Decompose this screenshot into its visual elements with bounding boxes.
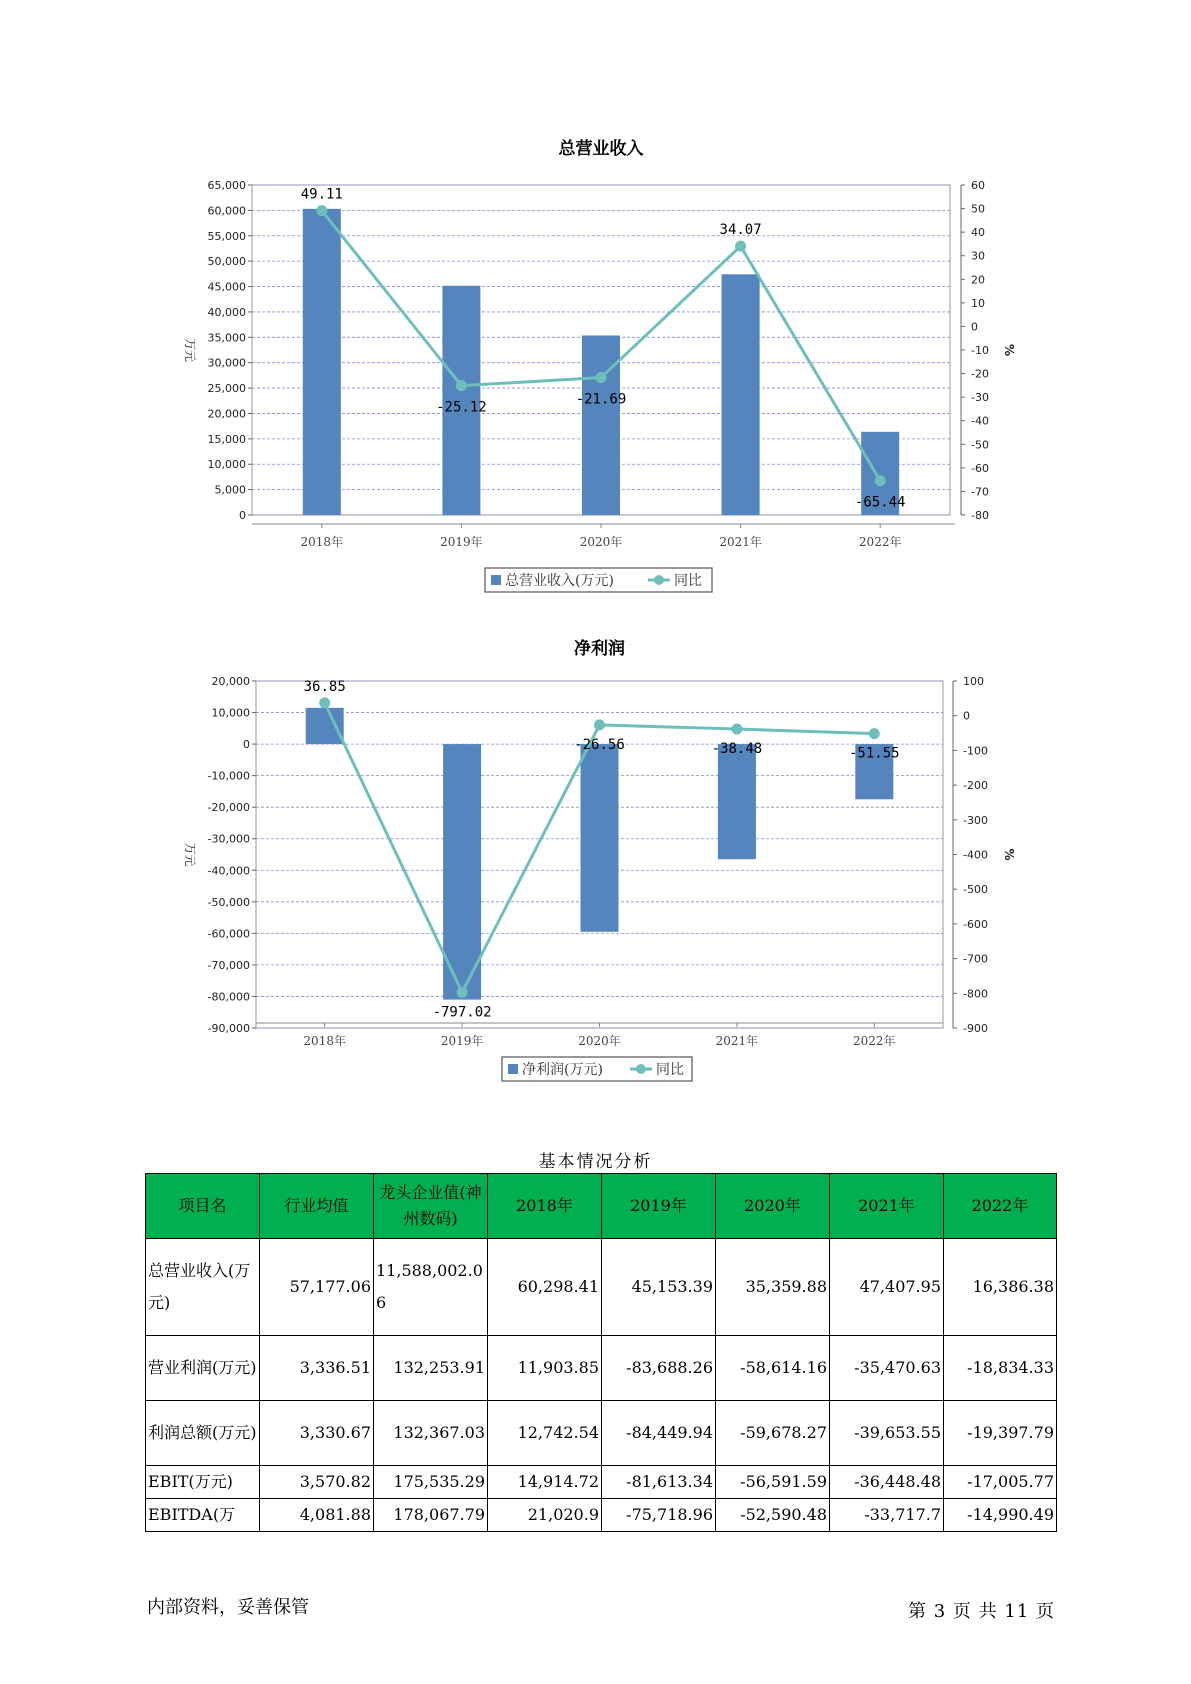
table-cell: 3,336.51 <box>260 1336 374 1401</box>
x-tick-label: 2022年 <box>853 1034 896 1048</box>
table-cell: -84,449.94 <box>602 1401 716 1466</box>
header-cell: 2019年 <box>602 1174 716 1239</box>
y-tick-label: 25,000 <box>207 382 246 396</box>
chart-legend <box>485 568 712 592</box>
x-tick-label: 2022年 <box>858 535 902 549</box>
y-tick-label: 60,000 <box>207 204 246 218</box>
table-cell: 14,914.72 <box>488 1466 602 1499</box>
y2-tick-label: -200 <box>963 779 988 793</box>
data-label: -38.48 <box>711 741 763 758</box>
header-cell: 2022年 <box>944 1174 1057 1239</box>
y2-tick-label: -400 <box>963 848 988 862</box>
y2-tick-label: 50 <box>971 202 985 216</box>
table-cell: -58,614.16 <box>716 1336 830 1401</box>
table-cell: -59,678.27 <box>716 1401 830 1466</box>
y-tick-label: -70,000 <box>207 958 250 972</box>
table-cell: 16,386.38 <box>944 1239 1057 1336</box>
table-cell: -75,718.96 <box>602 1499 716 1532</box>
x-tick-label: 2019年 <box>440 535 483 549</box>
table-cell: -17,005.77 <box>944 1466 1057 1499</box>
row-label: EBIT(万元) <box>146 1466 260 1499</box>
y2-tick-label: -70 <box>971 485 989 499</box>
revenue-chart-svg <box>0 130 1191 600</box>
table-cell: -14,990.49 <box>944 1499 1057 1532</box>
yoy-point <box>596 372 607 383</box>
data-label: -65.44 <box>854 494 906 511</box>
table-cell: 11,903.85 <box>488 1336 602 1401</box>
footer-confidential-note: 内部资料，妥善保管 <box>147 1597 309 1618</box>
table-row <box>146 1499 1057 1532</box>
y-tick-label: 20,000 <box>211 675 250 688</box>
y2-tick-label: -500 <box>963 883 988 897</box>
x-tick-label: 2020年 <box>578 1034 621 1048</box>
table-cell: -18,834.33 <box>944 1336 1057 1401</box>
data-label: -25.12 <box>436 399 487 416</box>
x-tick-label: 2020年 <box>579 535 623 549</box>
bar <box>303 209 341 515</box>
x-tick-label: 2018年 <box>300 535 344 549</box>
footer-page-number: 第 3 页 共 11 页 <box>908 1601 1055 1622</box>
y-tick-label: 40,000 <box>207 305 246 319</box>
header-cell: 2021年 <box>830 1174 944 1239</box>
y-axis-label: 万元 <box>183 337 197 363</box>
chart-title: 净利润 <box>574 639 625 659</box>
table-cell: -35,470.63 <box>830 1336 944 1401</box>
y-tick-label: 10,000 <box>207 458 246 472</box>
y2-tick-label: -900 <box>963 1022 988 1035</box>
bar <box>722 274 760 515</box>
data-label: 34.07 <box>719 222 762 239</box>
table-header-row <box>146 1174 1057 1239</box>
header-cell: 龙头企业值(神州数码) <box>374 1174 488 1239</box>
y2-tick-label: -80 <box>971 509 989 522</box>
y-tick-label: 15,000 <box>207 432 246 446</box>
row-label: 总营业收入(万元) <box>146 1239 260 1336</box>
y2-tick-label: 10 <box>971 296 985 310</box>
y2-tick-label: -300 <box>963 813 988 827</box>
row-label: EBITDA(万 <box>146 1499 260 1532</box>
table-title: 基本情况分析 <box>538 1152 653 1172</box>
header-cell: 2020年 <box>716 1174 830 1239</box>
row-label: 营业利润(万元) <box>146 1336 260 1401</box>
y2-tick-label: 20 <box>971 273 985 287</box>
y-tick-label: 55,000 <box>207 229 246 243</box>
x-tick-label: 2019年 <box>440 1034 484 1048</box>
data-label: 36.85 <box>303 678 346 695</box>
y-tick-label: -10,000 <box>207 769 250 783</box>
y-tick-label: 50,000 <box>207 255 246 269</box>
legend-line-label: 同比 <box>674 573 702 589</box>
y2-tick-label: -100 <box>963 744 988 758</box>
table-cell: 132,367.03 <box>374 1401 488 1466</box>
y2-tick-label: -800 <box>963 987 988 1001</box>
y-tick-label: 0 <box>243 738 250 752</box>
yoy-point <box>316 205 327 216</box>
legend-line-marker <box>636 1064 646 1074</box>
y2-tick-label: 100 <box>963 675 984 688</box>
y2-axis-label: % <box>1002 343 1016 357</box>
chart-legend <box>502 1057 692 1081</box>
table-cell: 35,359.88 <box>716 1239 830 1336</box>
x-tick-label: 2018年 <box>303 1034 346 1048</box>
y-tick-label: -80,000 <box>207 990 250 1004</box>
yoy-point <box>456 380 467 391</box>
y-tick-label: -60,000 <box>207 927 250 941</box>
y-tick-label: -50,000 <box>207 895 250 909</box>
table-cell: 3,330.67 <box>260 1401 374 1466</box>
y-tick-label: 10,000 <box>211 706 250 720</box>
legend-line-label: 同比 <box>656 1062 684 1078</box>
yoy-point <box>457 987 468 998</box>
row-label: 利润总额(万元) <box>146 1401 260 1466</box>
y-tick-label: -30,000 <box>207 832 250 846</box>
table-cell: -36,448.48 <box>830 1466 944 1499</box>
table-cell: -81,613.34 <box>602 1466 716 1499</box>
y2-tick-label: -40 <box>971 414 989 428</box>
y2-tick-label: 0 <box>971 320 978 334</box>
table-cell: 21,020.9 <box>488 1499 602 1532</box>
y-tick-label: 45,000 <box>207 280 246 294</box>
yoy-point <box>319 697 330 708</box>
table-cell: 47,407.95 <box>830 1239 944 1336</box>
y-tick-label: 0 <box>239 509 246 522</box>
y2-tick-label: -600 <box>963 917 988 931</box>
y2-tick-label: 0 <box>963 709 970 723</box>
y2-tick-label: -20 <box>971 367 989 381</box>
net-profit-chart-svg <box>0 630 1191 1100</box>
y2-tick-label: 60 <box>971 179 985 192</box>
data-label: -21.69 <box>575 391 627 408</box>
yoy-point <box>875 475 886 486</box>
legend-bar-label: 净利润(万元) <box>522 1062 603 1078</box>
yoy-point <box>869 728 880 739</box>
table-cell: 57,177.06 <box>260 1239 374 1336</box>
y2-tick-label: 30 <box>971 249 985 263</box>
y-tick-label: 30,000 <box>207 356 246 370</box>
legend-line-marker <box>654 575 664 585</box>
table-row <box>146 1239 1057 1336</box>
y2-tick-label: -10 <box>971 344 989 357</box>
table-cell: -52,590.48 <box>716 1499 830 1532</box>
legend-bar-label: 总营业收入(万元) <box>505 573 614 589</box>
revenue-chart <box>0 130 1191 600</box>
data-label: 49.11 <box>300 186 343 203</box>
header-cell: 项目名 <box>146 1174 260 1239</box>
bar <box>582 335 620 515</box>
x-tick-label: 2021年 <box>715 1034 759 1048</box>
y-tick-label: -90,000 <box>207 1022 250 1035</box>
y-tick-label: 5,000 <box>214 483 246 497</box>
bar <box>306 708 344 744</box>
data-label: -51.55 <box>849 745 900 762</box>
table-cell: 60,298.41 <box>488 1239 602 1336</box>
table-cell: 12,742.54 <box>488 1401 602 1466</box>
y-tick-label: -20,000 <box>207 801 250 815</box>
basic-analysis-table <box>145 1173 1057 1532</box>
y2-tick-label: -700 <box>963 952 988 966</box>
y-tick-label: 65,000 <box>207 179 246 192</box>
table-cell: 11,588,002.06 <box>374 1239 488 1336</box>
data-label: -26.56 <box>574 736 625 753</box>
legend-bar-swatch <box>508 1064 518 1074</box>
table-cell: 4,081.88 <box>260 1499 374 1532</box>
y2-tick-label: -30 <box>971 391 989 405</box>
y2-tick-label: 40 <box>971 226 985 240</box>
yoy-point <box>731 724 742 735</box>
table-cell: -83,688.26 <box>602 1336 716 1401</box>
header-cell: 2018年 <box>488 1174 602 1239</box>
table-cell: 132,253.91 <box>374 1336 488 1401</box>
table-cell: 45,153.39 <box>602 1239 716 1336</box>
y-tick-label: 35,000 <box>207 331 246 345</box>
table-cell: -33,717.7 <box>830 1499 944 1532</box>
bar <box>718 744 756 859</box>
y-tick-label: 20,000 <box>207 407 246 421</box>
y-tick-label: -40,000 <box>207 864 250 878</box>
data-label: -797.02 <box>432 1004 492 1021</box>
bar <box>581 744 619 932</box>
table-cell: 3,570.82 <box>260 1466 374 1499</box>
table-cell: -39,653.55 <box>830 1401 944 1466</box>
header-cell: 行业均值 <box>260 1174 374 1239</box>
y2-axis-label: % <box>1002 848 1016 861</box>
y2-tick-label: -60 <box>971 461 989 475</box>
yoy-point <box>594 719 605 730</box>
chart-title: 总营业收入 <box>558 139 644 159</box>
table-cell: 178,067.79 <box>374 1499 488 1532</box>
net-profit-chart <box>0 630 1191 1100</box>
table-row <box>146 1336 1057 1401</box>
x-tick-label: 2021年 <box>719 535 762 549</box>
y2-tick-label: -50 <box>971 438 989 452</box>
table-cell: -19,397.79 <box>944 1401 1057 1466</box>
yoy-point <box>735 241 746 252</box>
table-cell: 175,535.29 <box>374 1466 488 1499</box>
table-row <box>146 1401 1057 1466</box>
table-row <box>146 1466 1057 1499</box>
table-cell: -56,591.59 <box>716 1466 830 1499</box>
legend-bar-swatch <box>491 575 501 585</box>
y-axis-label: 万元 <box>183 842 197 867</box>
